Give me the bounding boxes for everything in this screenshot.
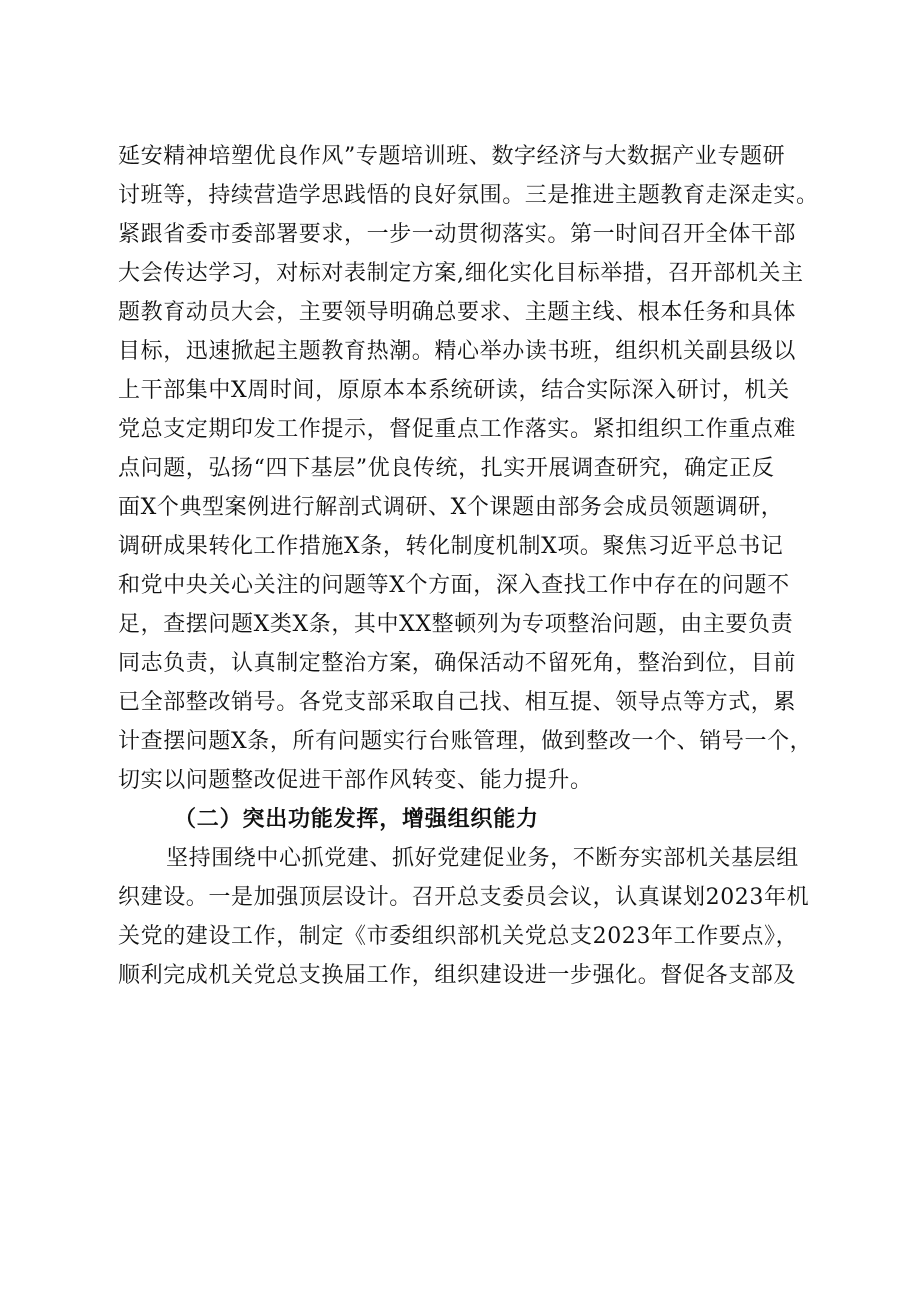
body-text-line: 顺利完成机关党总支换届工作，组织建设进一步强化。督促各支部及: [118, 963, 797, 988]
body-text-line: 点问题，弘扬“四下基层”优良传统，扎实开展调查研究，确定正反: [118, 456, 775, 481]
body-text-line: 延安精神培塑优良作风”专题培训班、数字经济与大数据产业专题研: [118, 144, 786, 169]
body-text-line: 大会传达学习，对标对表制定方案,细化实化目标举措，召开部机关主: [118, 261, 804, 286]
body-text-line: 讨班等，持续营造学思践悟的良好氛围。三是推进主题教育走深走实。: [118, 183, 819, 208]
body-text-line: 关党的建设工作，制定《市委组织部机关党总支2023年工作要点》，: [118, 924, 799, 949]
body-text-line: 织建设。一是加强顶层设计。召开总支委员会议，认真谋划2023年机: [118, 885, 810, 910]
body-text-line: 同志负责，认真制定整治方案，确保活动不留死角，整治到位，目前: [118, 651, 797, 676]
body-text-line: 和党中央关心关注的问题等X个方面，深入查找工作中存在的问题不: [118, 573, 790, 598]
body-text-line: 足，查摆问题X类X条，其中XX整顿列为专项整治问题，由主要负责: [118, 612, 794, 637]
body-text-line: 调研成果转化工作措施X条，转化制度机制X项。聚焦习近平总书记: [118, 534, 784, 559]
section-heading: （二）突出功能发挥，增强组织能力: [174, 807, 539, 832]
body-text-line: 上干部集中X周时间，原原本本系统研读，结合实际深入研讨，机关: [118, 378, 790, 403]
body-text-line: 紧跟省委市委部署要求，一步一动贯彻落实。第一时间召开全体干部: [118, 222, 797, 247]
body-text-line: 题教育动员大会，主要领导明确总要求、主题主线、根本任务和具体: [118, 300, 797, 325]
body-text-line: 面X个典型案例进行解剖式调研、X个课题由部务会成员领题调研，: [118, 495, 784, 520]
body-text-line: 党总支定期印发工作提示，督促重点工作落实。紧扣组织工作重点难: [118, 417, 797, 442]
body-text-line: 坚持围绕中心抓党建、抓好党建促业务，不断夯实部机关基层组: [166, 846, 799, 871]
body-text-line: 已全部整改销号。各党支部采取自己找、相互提、领导点等方式，累: [118, 690, 797, 715]
body-text-line: 计查摆问题X条，所有问题实行台账管理，做到整改一个、销号一个，: [118, 729, 813, 754]
body-text-line: 目标，迅速掀起主题教育热潮。精心举办读书班，组织机关副县级以: [118, 339, 797, 364]
body-text-line: 切实以问题整改促进干部作风转变、能力提升。: [118, 768, 593, 793]
